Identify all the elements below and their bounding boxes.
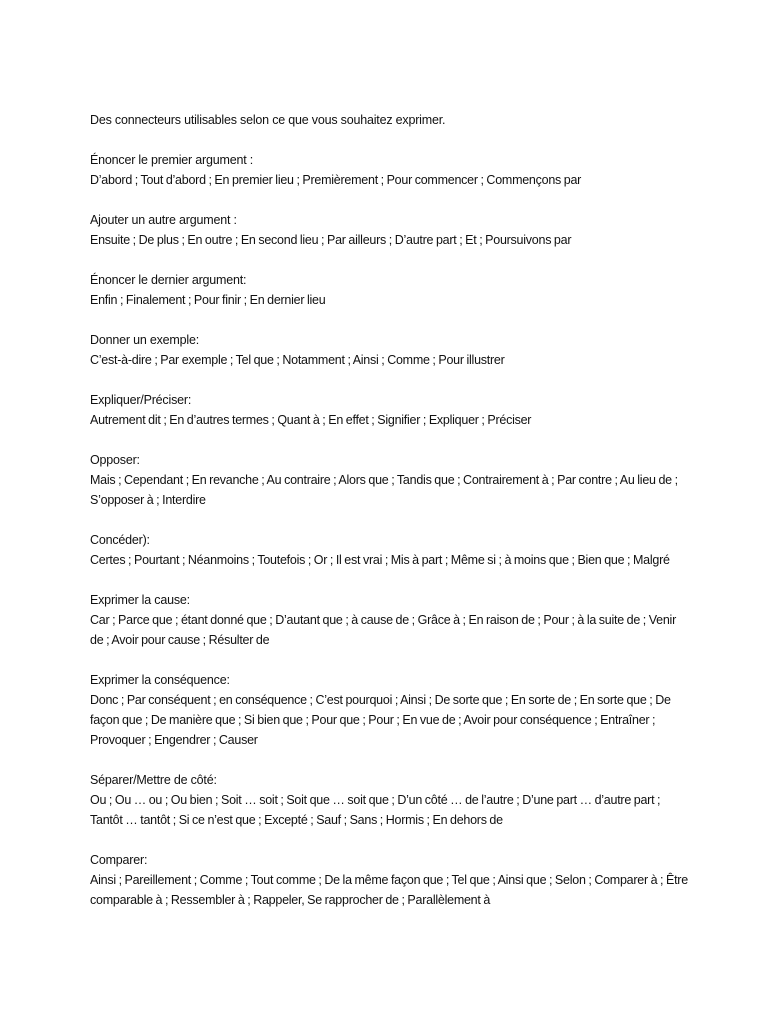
- section-heading: Exprimer la conséquence:: [90, 673, 230, 687]
- section-text: Certes ; Pourtant ; Néanmoins ; Toutefois ; Or ; Il est vrai ; Mis à part ; Même si ; à moins que ; Bien que ; Malgré: [90, 553, 670, 567]
- document-page: [90, 110, 690, 930]
- section-heading: Expliquer/Préciser:: [90, 393, 192, 407]
- section-expliquer: [90, 390, 690, 430]
- section-heading: Séparer/Mettre de côté:: [90, 773, 217, 787]
- document-intro: Des connecteurs utilisables selon ce que vous souhaitez exprimer.: [90, 113, 446, 127]
- section-text: Ainsi ; Pareillement ; Comme ; Tout comme ; De la même façon que ; Tel que ; Ainsi que ; Selon ; Comparer à ; Être comparable à ; Ressembler à ; Rappeler, Se rapprocher de ; Parallèlement à: [90, 873, 688, 907]
- section-text: Mais ; Cependant ; En revanche ; Au contraire ; Alors que ; Tandis que ; Contrairement à ; Par contre ; Au lieu de ; S’opposer à ; Interdire: [90, 473, 678, 507]
- section-conceder: [90, 530, 690, 570]
- section-separer: [90, 770, 690, 830]
- section-heading: Énoncer le dernier argument:: [90, 273, 247, 287]
- section-cause: [90, 590, 690, 650]
- section-consequence: [90, 670, 690, 750]
- section-heading: Exprimer la cause:: [90, 593, 190, 607]
- section-autre-argument: [90, 210, 690, 250]
- section-heading: Ajouter un autre argument :: [90, 213, 237, 227]
- section-text: D’abord ; Tout d’abord ; En premier lieu ; Premièrement ; Pour commencer ; Commençons par: [90, 173, 582, 187]
- section-dernier-argument: [90, 270, 690, 310]
- section-text: Car ; Parce que ; étant donné que ; D’autant que ; à cause de ; Grâce à ; En raison de ; Pour ; à la suite de ; Venir de ; Avoir pour cause ; Résulter de: [90, 613, 676, 647]
- section-text: Ou ; Ou … ou ; Ou bien ; Soit … soit ; Soit que … soit que ; D’un côté … de l’autre ; D’une part … d’autre part ; Tantôt … tantôt ; Si ce n’est que ; Excepté ; Sauf ; Sans ; Hormis ; En dehors de: [90, 793, 661, 827]
- section-text: Ensuite ; De plus ; En outre ; En second lieu ; Par ailleurs ; D’autre part ; Et ; Poursuivons par: [90, 233, 572, 247]
- section-premier-argument: [90, 150, 690, 190]
- section-opposer: [90, 450, 690, 510]
- section-heading: Opposer:: [90, 453, 140, 467]
- section-heading: Concéder):: [90, 533, 150, 547]
- section-heading: Comparer:: [90, 853, 148, 867]
- section-comparer: [90, 850, 690, 910]
- section-heading: Donner un exemple:: [90, 333, 199, 347]
- section-text: Enfin ; Finalement ; Pour finir ; En dernier lieu: [90, 293, 326, 307]
- section-text: Donc ; Par conséquent ; en conséquence ; C’est pourquoi ; Ainsi ; De sorte que ; En sorte de ; En sorte que ; De façon que ; De manière que ; Si bien que ; Pour que ; Pour ; En vue de ; Avoir pour conséquence ; Entraîner ; Provoquer ; Engendrer ; Causer: [90, 693, 671, 747]
- section-text: C’est-à-dire ; Par exemple ; Tel que ; Notamment ; Ainsi ; Comme ; Pour illustrer: [90, 353, 505, 367]
- section-text: Autrement dit ; En d’autres termes ; Quant à ; En effet ; Signifier ; Expliquer ; Préciser: [90, 413, 532, 427]
- section-heading: Énoncer le premier argument :: [90, 153, 254, 167]
- section-exemple: [90, 330, 690, 370]
